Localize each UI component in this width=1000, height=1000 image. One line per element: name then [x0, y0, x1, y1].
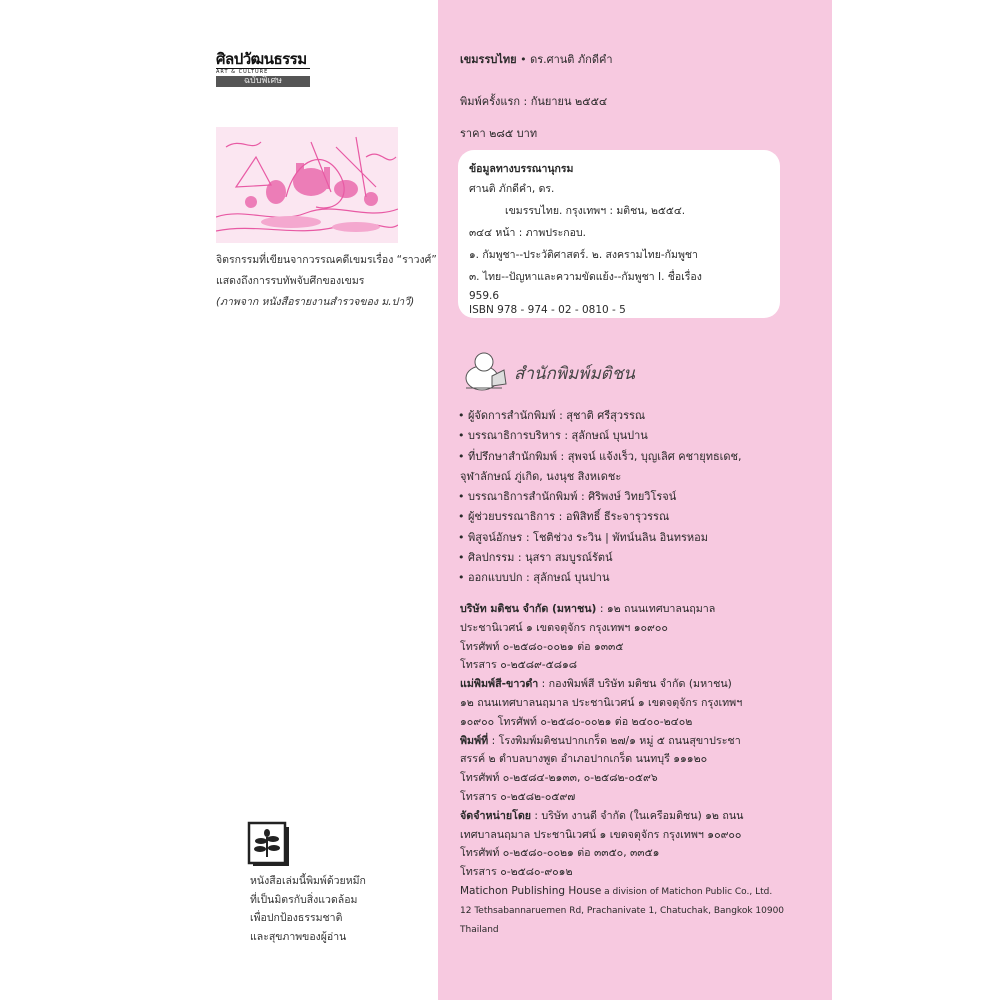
- staff-list: [458, 406, 742, 589]
- catalog-line: ศานติ ภักดีคำ, ดร.: [469, 183, 555, 195]
- staff-item: • ผู้ช่วยบรรณาธิการ : อพิสิทธิ์ ธีระจารุวรรณ: [458, 510, 670, 524]
- catalog-line: ๓. ไทย--ปัญหาและความขัดแย้ง--กัมพูชา I. ชื่อเรื่อง: [469, 271, 702, 283]
- plate-label: แม่พิมพ์สี-ขาวดำ: [460, 677, 539, 691]
- magazine-logo: [216, 50, 310, 87]
- plate-text: : กองพิมพ์สี บริษัท มติชน จำกัด (มหาชน): [538, 677, 732, 691]
- publisher-mascot-icon: [466, 353, 506, 390]
- logo-title: ศิลปวัฒนธรรม: [216, 50, 307, 68]
- staff-item: • ผู้จัดการสำนักพิมพ์ : สุชาติ ศรีสุวรรณ: [458, 409, 646, 422]
- company-tel: โทรศัพท์ ๐-๒๕๘๐-๐๐๒๑ ต่อ ๑๓๓๕: [460, 639, 624, 653]
- company-fax: โทรสาร ๐-๒๕๘๙-๕๘๑๘: [460, 658, 577, 672]
- printer-label: พิมพ์ที่: [460, 733, 489, 747]
- plate-line: [460, 675, 768, 694]
- distributor-text: : บริษัท งานดี จำกัด (ในเครือมติชน) ๑๒ ถนน: [531, 808, 744, 822]
- first-print: พิมพ์ครั้งแรก : กันยายน ๒๕๕๔: [460, 95, 608, 108]
- logo-edition: ฉบับพิเศษ: [216, 76, 310, 87]
- plate-address: ๑๒ ถนนเทศบาลนฤมาล ประชานิเวศน์ ๑ เขตจตุจักร กรุงเทพฯ: [460, 695, 743, 709]
- english-name: Matichon Publishing House: [460, 884, 602, 897]
- printer-tel: โทรศัพท์ ๐-๒๕๘๔-๒๑๓๓, ๐-๒๕๘๒-๐๕๙๖: [460, 771, 658, 785]
- distributor-label: จัดจำหน่ายโดย: [460, 808, 532, 822]
- mural-illustration: [216, 127, 398, 243]
- catalog-isbn: ISBN 978 - 974 - 02 - 0810 - 5: [469, 304, 626, 316]
- distributor-address: เทศบาลนฤมาล ประชานิเวศน์ ๑ เขตจตุจักร กรุงเทพฯ ๑๐๙๐๐: [460, 827, 742, 841]
- eco-line: หนังสือเล่มนี้พิมพ์ด้วยหมึก: [250, 875, 366, 887]
- english-country: Thailand: [460, 924, 499, 935]
- publisher-logo-text: สำนักพิมพ์มติชน: [514, 364, 635, 384]
- caption-line: จิตรกรรมที่เขียนจากวรรณคดีเขมรเรื่อง “ราวงศ์”: [216, 254, 437, 266]
- eco-line: เพื่อปกป้องธรรมชาติ: [250, 912, 343, 924]
- printer-address: สรรค์ ๒ ตำบลบางพูด อำเภอปากเกร็ด นนทบุรี ๑๑๑๒๐: [460, 752, 708, 766]
- printer-text: : โรงพิมพ์มติชนปากเกร็ด ๒๗/๑ หมู่ ๕ ถนนสุขาประชา: [488, 733, 741, 747]
- eco-line: และสุขภาพของผู้อ่าน: [250, 930, 347, 943]
- eco-note: [250, 872, 366, 946]
- english-desc: a division of Matichon Public Co., Ltd.: [601, 886, 773, 897]
- book-author: ดร.ศานติ ภักดีคำ: [530, 53, 613, 66]
- staff-item: • ที่ปรึกษาสำนักพิมพ์ : สุพจน์ แจ้งเร็ว, บุญเลิศ คชายุทธเดช,: [458, 449, 742, 463]
- publisher-logo: [462, 348, 667, 394]
- staff-item: จุฬาลักษณ์ ภู่เกิด, นงนุช สิงหเดชะ: [460, 469, 622, 483]
- caption-line: แสดงถึงการรบทัพจับศึกของเขมร: [216, 275, 365, 287]
- staff-item: • พิสูจน์อักษร : โชติช่วง ระวิน | พัทน์นลิน อินทรหอม: [458, 530, 708, 544]
- book-title-line: [460, 50, 613, 68]
- company-address: : ๑๒ ถนนเทศบาลนฤมาล: [596, 602, 716, 615]
- english-line: [460, 882, 773, 902]
- illustration-caption: [216, 250, 437, 313]
- staff-item: • บรรณาธิการบริหาร : สุลักษณ์ บุนปาน: [458, 429, 648, 443]
- bullet: •: [520, 53, 531, 66]
- catalog-heading: ข้อมูลทางบรรณานุกรม: [469, 163, 574, 175]
- logo-subtitle: ART & CULTURE: [216, 68, 310, 75]
- company-line: [460, 600, 768, 619]
- printer-fax: โทรสาร ๐-๒๕๘๒-๐๕๙๗: [460, 789, 576, 803]
- staff-item: • ออกแบบปก : สุลักษณ์ บุนปาน: [458, 571, 610, 585]
- distributor-fax: โทรสาร ๐-๒๕๘๐-๙๐๑๒: [460, 865, 573, 879]
- staff-item: • ศิลปกรรม : นุสรา สมบูรณ์รัตน์: [458, 551, 613, 565]
- staff-item: • บรรณาธิการสำนักพิมพ์ : ศิริพงษ์ วิทยวิโรจน์: [458, 490, 677, 504]
- catalog-line: เขมรรบไทย. กรุงเทพฯ : มติชน, ๒๕๕๔.: [505, 205, 686, 217]
- company-address-2: ประชานิเวศน์ ๑ เขตจตุจักร กรุงเทพฯ ๑๐๙๐๐: [460, 620, 668, 634]
- caption-source: (ภาพจาก หนังสือรายงานสำรวจของ ม.ปาวี): [216, 296, 415, 308]
- company-name: บริษัท มติชน จำกัด (มหาชน): [460, 602, 597, 615]
- plate-tel: ๑๐๙๐๐ โทรศัพท์ ๐-๒๕๘๐-๐๐๒๑ ต่อ ๒๔๐๐-๒๔๐๒: [460, 714, 693, 728]
- catalog-line: ๑. กัมพูชา--ประวัติศาสตร์. ๒. สงครามไทย-กัมพูชา: [469, 249, 698, 261]
- eco-book-icon: [247, 821, 291, 867]
- distributor-tel: โทรศัพท์ ๐-๒๕๘๐-๐๐๒๑ ต่อ ๓๓๕๐, ๓๓๕๑: [460, 846, 660, 860]
- printer-line: [460, 732, 768, 751]
- english-address: 12 Tethsabannaruemen Rd, Prachanivate 1, Chatuchak, Bangkok 10900: [460, 905, 785, 916]
- book-title: เขมรรบไทย: [460, 53, 517, 66]
- publisher-info: [460, 600, 785, 939]
- eco-line: ที่เป็นมิตรกับสิ่งแวดล้อม: [250, 893, 358, 906]
- catalog-line: ๓๔๔ หน้า : ภาพประกอบ.: [469, 227, 586, 239]
- price: ราคา ๒๘๕ บาท: [460, 127, 538, 140]
- catalog-box: [458, 150, 780, 318]
- catalog-classification: 959.6: [469, 290, 500, 302]
- distributor-line: [460, 807, 768, 826]
